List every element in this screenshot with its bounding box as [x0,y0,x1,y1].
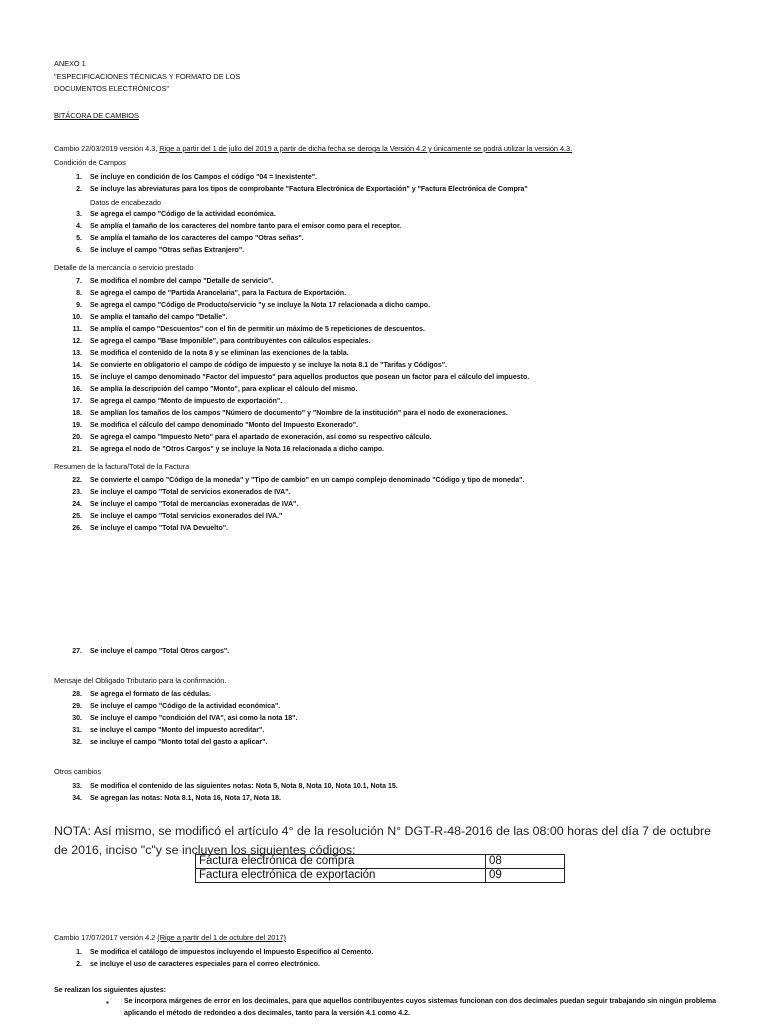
change-2019-prefix: Cambio 22/03/2019 versión 4.3, [54,144,160,153]
doc-title-line1: "ESPECIFICACIONES TÉCNICAS Y FORMATO DE LOS [54,72,241,81]
change-2019-effective-link[interactable]: Rige a partir del 1 de julio del 2019 a partir de dicha fecha se deroga la Versión 4.2 y únicamente se podrá utilizar la versión 4.3. [159,144,573,153]
code-value-cell: 08 [486,855,565,869]
sub-note-header-data: Datos de encabezado [90,198,161,207]
square-bullet-icon: ▪ [106,998,109,1007]
section-heading-message: Mensaje del Obligado Tributario para la confirmación. [54,676,227,685]
change-2017-line [54,933,286,942]
change-2017-prefix: Cambio 17/07/2017 versión 4.2 [54,933,158,942]
table-row [196,855,565,869]
change-2017-effective-link[interactable]: (Rige a partir del 1 de octubre del 2017) [157,933,286,942]
adjustments-heading: Se realizan los siguientes ajustes: [54,987,166,994]
nota-paragraph: NOTA: Así mismo, se modificó el artículo 4° de la resolución N° DGT-R-48-2016 de las 08:00 horas del día 7 de octubre de 2016, inciso "c"y se incluyen los siguientes códigos: [54,824,712,857]
section-heading-detail: Detalle de la mercancía o servicio prestado [54,263,194,272]
change-log-title: BITÁCORA DE CAMBIOS [54,111,139,120]
doc-title-line2: DOCUMENTOS ELECTRÓNICOS" [54,84,170,93]
table-row [196,869,565,883]
code-value-cell: 09 [486,869,565,883]
document-page: ANEXO 1 "ESPECIFICACIONES TÉCNICAS Y FORMATO DE LOS DOCUMENTOS ELECTRÓNICOS" BITÁCORA DE CAMBIOS Cambio 22/03/2019 versión 4.3, Rige a partir del 1 de julio del 2019 a partir de dicha fecha se deroga la Versión 4.2 y únicamente se podrá utilizar la versión 4.3. Condición de Campos 1. Se incluye en condición de los Campos el código "04 = Inexistente". 2. Se incluye las abreviaturas para los tipos de comprobante "Factura Electrónica de Exportación" y "Factura Electrónica de Compra" Datos de encabezado 3. Se agrega el campo "Código de la actividad económica. 4. Se amplía el tamaño de los caracteres del nombre tanto para el emisor como para el receptor. 5. Se amplía el tamaño de los caracteres del campo "Otras señas". 6. Se incluye el campo "Otras señas Extranjero". Detalle de la mercancía o servicio prestado 7. Se modifica el nombre del campo "Detalle de servicio". 8. Se agrega el campo de "Partida Arancelaria", para la Factura de Exportación. 9. Se agrega el campo "Código de Producto/servicio "y se incluye la Nota 17 relacionada a dicho campo. 10. Se amplía el tamaño del campo "Detalle". 11. Se amplía el campo "Descuentos" con el fin de permitir un máximo de 5 repeticiones de descuentos. 12. Se agrega el campo "Base Imponible", para contribuyentes con cálculos especiales. 13. Se modifica el contenido de la nota 8 y se eliminan las exenciones de la tabla. 14. Se convierte en obligatorio el campo de código de impuesto y se incluye la nota 8.1 de "Tarifas y Códigos". 15. Se incluye el campo denominado "Factor del impuesto" para aquellos productos que posean un factor para el cálculo del impuesto. 16. Se amplía la descripción del campo "Monto", para explicar el cálculo del mismo. 17. Se agrega el campo "Monto de impuesto de exportación". 18. Se amplían los tamaños de los campos "Número de documento" y "Nombre de la institución" para el nodo de exoneraciones. 19. Se modifica el cálculo del campo denominado "Monto del Impuesto Exonerado". 20. Se agrega el campo "Impuesto Neto" para el apartado de exoneración, así como su respectivo cálculo. 21. Se agrega el nodo de "Otros Cargos" y se incluye la Nota 16 relacionada a dicho campo. Resumen de la factura/Total de la Factura 22. Se convierte el campo "Código de la moneda" y "Tipo de cambio" en un campo complejo denominado "Código y tipo de moneda". 23. Se incluye el campo "Total de servicios exonerados de IVA". 24. Se incluye el campo "Total de mercancías exoneradas de IVA". 25. Se incluye el campo "Total servicios exonerados del IVA." 26. Se incluye el campo "Total IVA Devuelto". 27. Se incluye el campo "Total Otros cargos". Mensaje del Obligado Tributario para la confirmación. 28. Se agrega el formato de las cédulas. 29. Se incluye el campo "Código de la actividad económica". 30. Se incluye el campo "condición del IVA", así como la nota 18". 31. se incluye el campo "Monto del impuesto acreditar". 32. se incluye el campo "Monto total del gasto a aplicar". Otros cambios 33. Se modifica el contenido de las siguientes notas: Nota 5, Nota 8, Nota 10, Nota 10.1, Nota 15. 34. Se agregan las notas: Nota 8.1, Nota 16, Nota 17, Nota 18. NOTA: Así mismo, se modificó el artículo 4° de la resolución N° DGT-R-48-2016 de las 08:00 horas del día 7 de octubre de 2016, inciso "c"y se incluyen los siguientes códigos: Factura electrónica de compra 08 Factura electrónica de exportación 09 Cambio 17/07/2017 versión 4.2 (Rige a partir del 1 de octubre del 2017) 1. Se modifica el catálogo de impuestos incluyendo el Impuesto Específico al Cemento. 2. se incluye el uso de caracteres especiales para el correo electrónico. Se realizan los siguientes ajustes: ▪ Se incorpora márgenes de error en los decimales, para que aquellos contribuyentes cuyos sistemas funcionan con dos decimales puedan seguir trabajando sin ningún problema aplicando el método de redondeo a dos decimales, tanto para la versión 4.1 como 4.2. [54,59,717,1017]
codes-table [195,854,565,883]
code-name-cell: Factura electrónica de compra [196,855,486,869]
change-2019-line [54,144,572,153]
annex-label: ANEXO 1 [54,59,86,68]
code-name-cell: Factura electrónica de exportación [196,869,486,883]
section-heading-fields: Condición de Campos [54,158,126,167]
adjustment-line2: aplicando el método de redondeo a dos decimales, tanto para la versión 4.1 como 4.2. [124,1010,410,1017]
section-heading-summary: Resumen de la factura/Total de la Factura [54,462,190,471]
adjustment-line1: Se incorpora márgenes de error en los decimales, para que aquellos contribuyentes cuyos sistemas funcionan con dos decimales puedan seguir trabajando sin ningún problema [124,998,717,1005]
section-heading-other: Otros cambios [54,767,101,776]
